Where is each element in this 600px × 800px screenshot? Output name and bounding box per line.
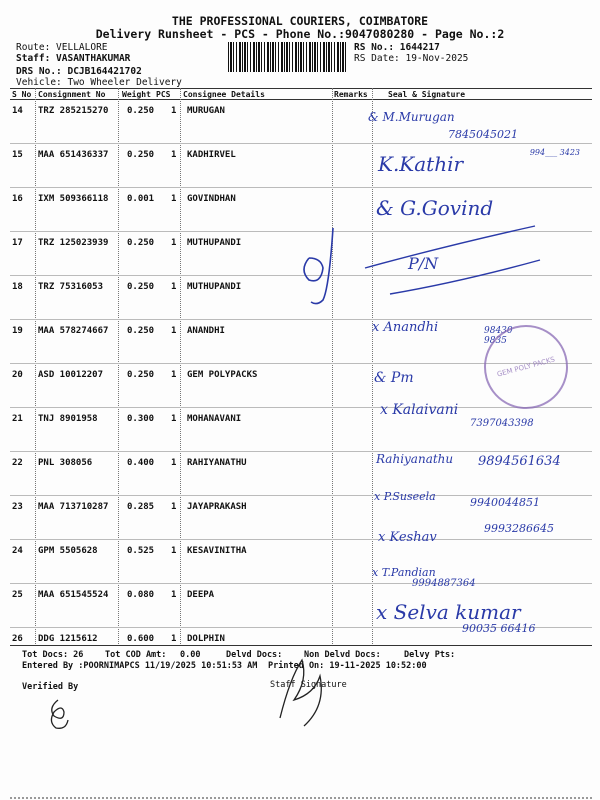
row-consignment: IXM 509366118 <box>38 194 109 204</box>
table-row <box>0 144 600 188</box>
signature-15-phone: 994___ 3423 <box>529 148 580 157</box>
signature-22: Rahiyanathu <box>376 452 454 466</box>
row-pcs: 1 <box>171 238 177 248</box>
row-pcs: 1 <box>171 282 177 292</box>
signature-16: & G.Govind <box>376 196 494 220</box>
total-docs: Tot Docs: 26 <box>22 650 84 660</box>
row-sno: 25 <box>12 590 23 600</box>
row-consignee: MUTHUPANDI <box>187 238 242 248</box>
row-sno: 23 <box>12 502 23 512</box>
row-consignee: KADHIRVEL <box>187 150 236 160</box>
row-pcs: 1 <box>171 502 177 512</box>
row-sno: 16 <box>12 194 23 204</box>
signature-25: x T.Pandian <box>372 566 436 579</box>
row-pcs: 1 <box>171 370 177 380</box>
signature-26: x Selva kumar <box>376 600 521 624</box>
signature-23: x P.Suseela <box>374 490 436 503</box>
company-stamp: GEM POLY PACKS <box>475 316 578 419</box>
row-consignment: MAA 713710287 <box>38 502 109 512</box>
col-weight: Weight <box>122 90 151 99</box>
row-consignment: TRZ 75316053 <box>38 282 104 292</box>
page-bottom-edge <box>10 797 592 799</box>
row-weight: 0.250 <box>127 106 155 116</box>
row-consignee: MURUGAN <box>187 106 225 116</box>
row-consignee: GEM POLYPACKS <box>187 370 258 380</box>
row-weight: 0.001 <box>127 194 155 204</box>
row-weight: 0.250 <box>127 282 155 292</box>
row-pcs: 1 <box>171 546 177 556</box>
row-consignment: ASD 10012207 <box>38 370 104 380</box>
drs-number: DRS No.: DCJB164421702 <box>16 66 142 77</box>
row-weight: 0.285 <box>127 502 155 512</box>
col-remarks: Remarks <box>334 90 368 99</box>
row-sno: 14 <box>12 106 23 116</box>
table-top-rule <box>10 88 592 89</box>
row-consignment: PNL 308056 <box>38 458 93 468</box>
rs-date: RS Date: 19-Nov-2025 <box>354 53 469 64</box>
rs-number: RS No.: 1644217 <box>354 42 440 53</box>
col-pcs: PCS <box>156 90 171 99</box>
row-consignee: GOVINDHAN <box>187 194 236 204</box>
signature-21: x Kalaivani <box>380 402 459 418</box>
staff-label: Staff: VASANTHAKUMAR <box>16 53 131 64</box>
row-sno: 15 <box>12 150 23 160</box>
delivered-docs: Delvd Docs: <box>226 650 283 660</box>
row-sno: 18 <box>12 282 23 292</box>
col-sno: S No <box>12 90 32 99</box>
total-cod-label: Tot COD Amt: <box>105 650 167 660</box>
row-sno: 21 <box>12 414 23 424</box>
row-consignee: DOLPHIN <box>187 634 225 644</box>
row-consignee: KESAVINITHA <box>187 546 247 556</box>
signature-14: & M.Murugan <box>368 110 455 124</box>
row-consignment: MAA 651545524 <box>38 590 109 600</box>
row-consignee: DEEPA <box>187 590 215 600</box>
non-delivered-docs: Non Delvd Docs: <box>304 650 381 660</box>
delivery-points: Delvy Pts: <box>404 650 456 660</box>
signature-14-phone: 7845045021 <box>448 128 518 141</box>
row-weight: 0.250 <box>127 150 155 160</box>
signature-15: K.Kathir <box>378 152 464 176</box>
row-weight: 0.250 <box>127 326 155 336</box>
barcode-icon <box>228 42 348 72</box>
signature-18: P/N <box>408 254 439 273</box>
company-title: THE PROFESSIONAL COURIERS, COIMBATORE <box>171 14 429 28</box>
row-pcs: 1 <box>171 634 177 644</box>
total-cod-value: 0.00 <box>180 650 201 660</box>
signature-19: x Anandhi <box>372 320 439 335</box>
row-weight: 0.300 <box>127 414 155 424</box>
row-sno: 17 <box>12 238 23 248</box>
runsheet-subtitle: Delivery Runsheet - PCS - Phone No.:9047080280 - Page No.:2 <box>95 27 505 41</box>
row-weight: 0.525 <box>127 546 155 556</box>
row-pcs: 1 <box>171 106 177 116</box>
vehicle-label: Vehicle: Two Wheeler Delivery <box>16 77 182 88</box>
row-consignment: DDG 1215612 <box>38 634 98 644</box>
row-consignment: MAA 578274667 <box>38 326 109 336</box>
row-consignment: TRZ 125023939 <box>38 238 109 248</box>
table-bottom-rule <box>10 645 592 646</box>
signature-24: x Keshav <box>378 530 437 545</box>
verifier-initials-scribble-icon <box>44 696 74 732</box>
row-consignment: GPM 5505628 <box>38 546 98 556</box>
verified-by-label: Verified By <box>22 682 79 692</box>
row-weight: 0.250 <box>127 370 155 380</box>
row-consignee: MOHANAVANI <box>187 414 242 424</box>
staff-signature-scribble-icon <box>250 648 350 728</box>
staff-signature-label: Staff Signature <box>270 680 347 690</box>
entered-by: Entered By :POORNIMAPCS 11/19/2025 10:51:53 AM <box>22 661 258 671</box>
signature-20: & Pm <box>374 370 414 386</box>
signature-23-phone: 9940044851 <box>470 496 540 509</box>
signature-22-phone: 9894561634 <box>478 454 561 469</box>
row-sno: 26 <box>12 634 23 644</box>
row-consignment: MAA 651436337 <box>38 150 109 160</box>
row-sno: 24 <box>12 546 23 556</box>
row-pcs: 1 <box>171 414 177 424</box>
row-pcs: 1 <box>171 458 177 468</box>
table-row <box>0 408 600 452</box>
row-sno: 22 <box>12 458 23 468</box>
signature-19-phone: 98430 9835 <box>484 326 513 346</box>
row-sno: 20 <box>12 370 23 380</box>
row-consignee: ANANDHI <box>187 326 225 336</box>
route-label: Route: VELLALORE <box>16 42 108 53</box>
signature-17-scribble-icon <box>295 220 595 310</box>
row-consignee: MUTHUPANDI <box>187 282 242 292</box>
signature-26-phone: 90035 66416 <box>462 622 536 635</box>
col-seal-signature: Seal & Signature <box>388 90 466 99</box>
row-pcs: 1 <box>171 326 177 336</box>
col-consignment: Consignment No <box>38 90 106 99</box>
row-weight: 0.080 <box>127 590 155 600</box>
table-row <box>0 540 600 584</box>
row-consignment: TRZ 285215270 <box>38 106 109 116</box>
printed-on: Printed On: 19-11-2025 10:52:00 <box>268 661 427 671</box>
col-consignee: Consignee Details <box>183 90 265 99</box>
signature-24-phone: 9993286645 <box>484 522 554 535</box>
row-weight: 0.250 <box>127 238 155 248</box>
signature-25-phone: 9994887364 <box>412 578 476 589</box>
row-consignee: JAYAPRAKASH <box>187 502 247 512</box>
row-pcs: 1 <box>171 150 177 160</box>
row-pcs: 1 <box>171 590 177 600</box>
row-weight: 0.400 <box>127 458 155 468</box>
row-pcs: 1 <box>171 194 177 204</box>
row-weight: 0.600 <box>127 634 155 644</box>
row-consignment: TNJ 8901958 <box>38 414 98 424</box>
row-sno: 19 <box>12 326 23 336</box>
signature-21-phone: 7397043398 <box>470 418 534 429</box>
row-consignee: RAHIYANATHU <box>187 458 247 468</box>
